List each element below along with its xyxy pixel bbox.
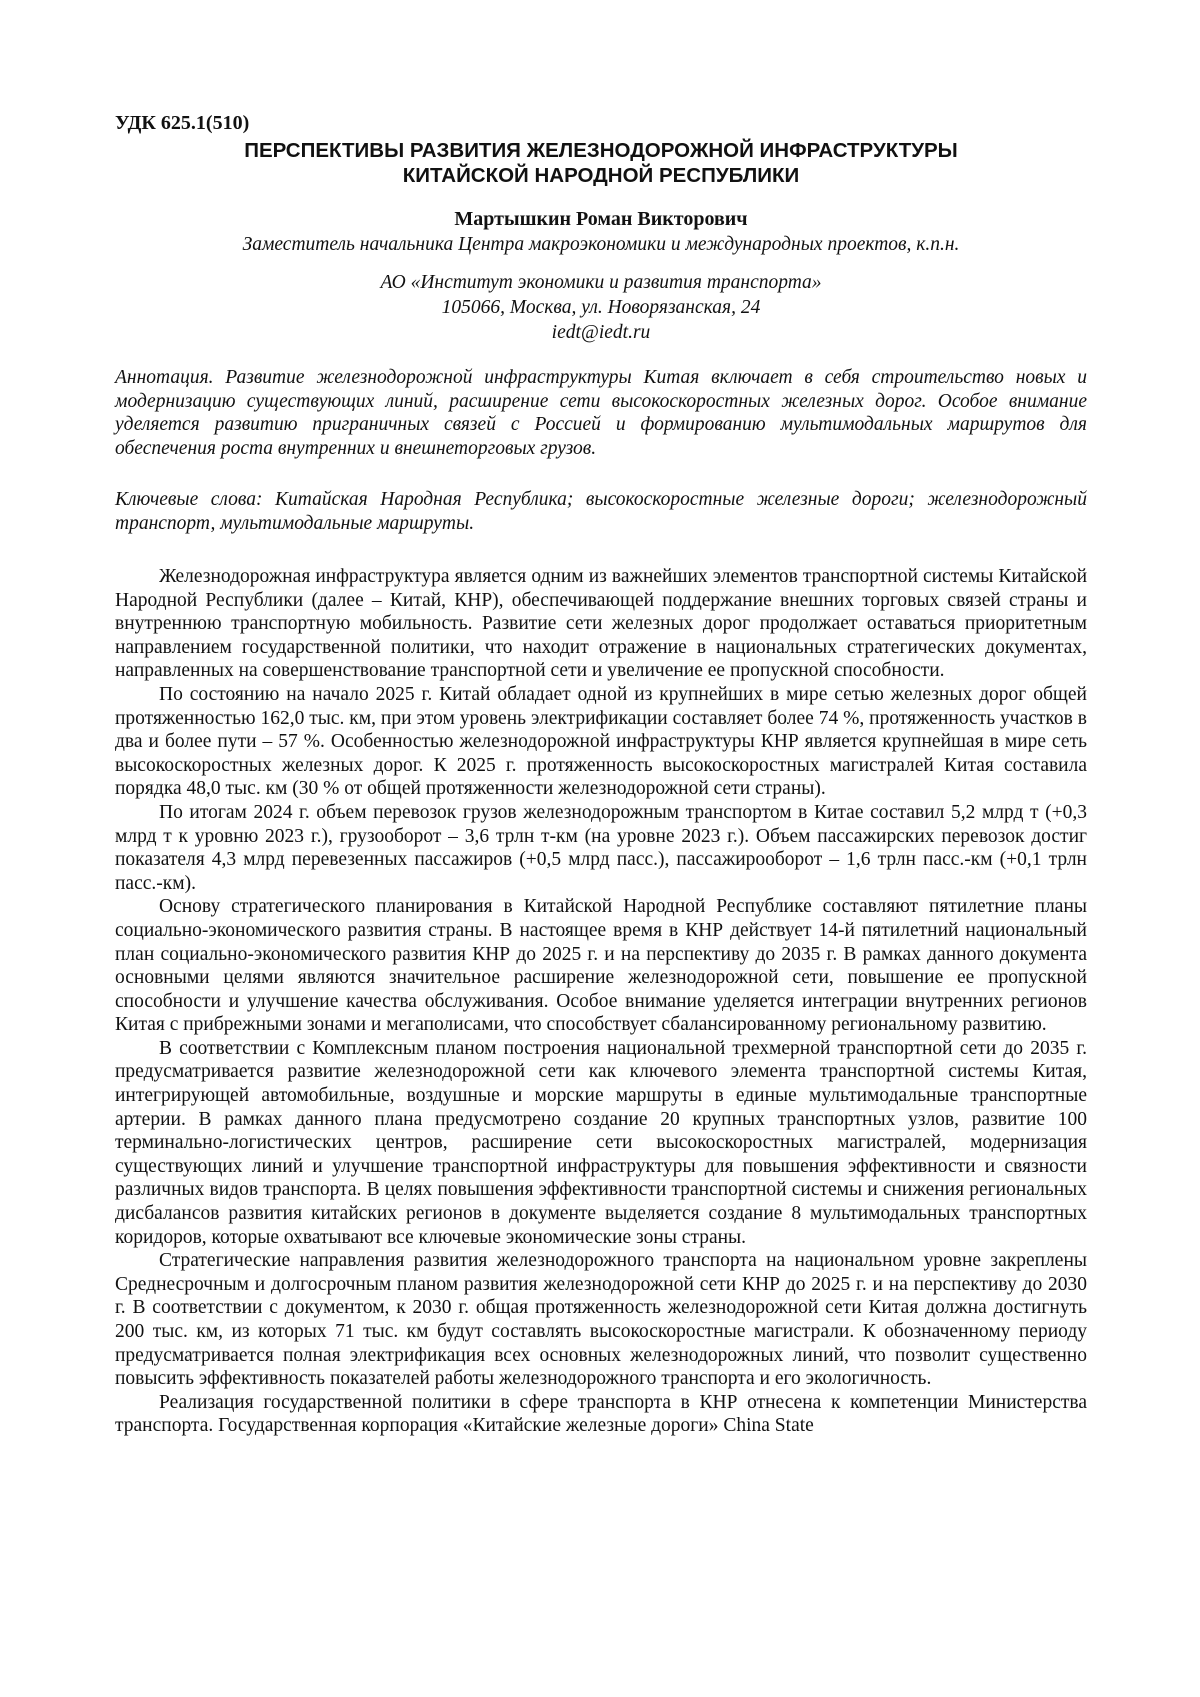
- article-page: [115, 110, 1087, 1438]
- body-paragraph: Реализация государственной политики в сфере транспорта в КНР отнесена к компетенции Министерства транспорта. Государственная корпорация «Китайские железные дороги» China State: [115, 1391, 1087, 1438]
- affiliation-address: 105066, Москва, ул. Новорязанская, 24: [115, 295, 1087, 320]
- article-title-line-2: КИТАЙСКОЙ НАРОДНОЙ РЕСПУБЛИКИ: [115, 163, 1087, 188]
- affiliation-email: iedt@iedt.ru: [115, 320, 1087, 345]
- body-paragraph: В соответствии с Комплексным планом построения национальной трехмерной транспортной сети до 2035 г. предусматривается развитие железнодорожной сети как ключевого элемента транспортной системы Китая, интегрирующей автомобильные, воздушные и морские маршруты в единые мультимодальные транспортные артерии. В рамках данного плана предусмотрено создание 20 крупных транспортных узлов, развитие 100 терминально-логистических центров, расширение сети высокоскоростных магистралей, модернизация существующих линий и улучшение транспортной инфраструктуры для повышения эффективности и связности различных видов транспорта. В целях повышения эффективности транспортной системы и снижения региональных дисбалансов развития китайских регионов в документе выделяется создание 8 мультимодальных транспортных коридоров, которые охватывают все ключевые экономические зоны страны.: [115, 1037, 1087, 1249]
- body-paragraph: По итогам 2024 г. объем перевозок грузов железнодорожным транспортом в Китае составил 5,2 млрд т (+0,3 млрд т к уровню 2023 г.), грузооборот – 3,6 трлн т-км (на уровне 2023 г.). Объем пассажирских перевозок достиг показателя 4,3 млрд перевезенных пассажиров (+0,5 млрд пасс.), пассажирооборот – 1,6 трлн пасс.-км (+0,1 трлн пасс.-км).: [115, 801, 1087, 895]
- body-paragraph: Стратегические направления развития железнодорожного транспорта на национальном уровне закреплены Среднесрочным и долгосрочным планом развития железнодорожной сети КНР до 2025 г. и на перспективу до 2030 г. В соответствии с документом, к 2030 г. общая протяженность железнодорожной сети Китая должна достигнуть 200 тыс. км, из которых 71 тыс. км будут составлять высокоскоростные магистрали. К обозначенному периоду предусматривается полная электрификация всех основных железнодорожных линий, что позволит существенно повысить эффективность показателей работы железнодорожного транспорта и его экологичность.: [115, 1249, 1087, 1391]
- body-paragraph: По состоянию на начало 2025 г. Китай обладает одной из крупнейших в мире сетью железных дорог общей протяженностью 162,0 тыс. км, при этом уровень электрификации составляет более 74 %, протяженность участков в два и более пути – 57 %. Особенностью железнодорожной инфраструктуры КНР является крупнейшая в мире сеть высокоскоростных железных дорог. К 2025 г. протяженность высокоскоростных магистралей Китая составила порядка 48,0 тыс. км (30 % от общей протяженности железнодорожной сети страны).: [115, 683, 1087, 801]
- article-title-line-1: ПЕРСПЕКТИВЫ РАЗВИТИЯ ЖЕЛЕЗНОДОРОЖНОЙ ИНФРАСТРУКТУРЫ: [115, 138, 1087, 163]
- udk-code: УДК 625.1(510): [115, 110, 1087, 136]
- body-paragraph: Основу стратегического планирования в Китайской Народной Республике составляют пятилетние планы социально-экономического развития страны. В настоящее время в КНР действует 14-й пятилетний национальный план социально-экономического развития КНР до 2025 г. и на перспективу до 2035 г. В рамках данного документа основными целями являются значительное расширение железнодорожной сети, повышение ее пропускной способности и улучшение качества обслуживания. Особое внимание уделяется интеграции внутренних регионов Китая с прибрежными зонами и мегаполисами, что способствует сбалансированному региональному развитию.: [115, 895, 1087, 1037]
- abstract: Аннотация. Развитие железнодорожной инфраструктуры Китая включает в себя строительство новых и модернизацию существующих линий, расширение сети высокоскоростных железных дорог. Особое внимание уделяется развитию приграничных связей с Россией и формированию мультимодальных маршрутов для обеспечения роста внутренних и внешнеторговых грузов.: [115, 366, 1087, 460]
- author-name: Мартышкин Роман Викторович: [115, 206, 1087, 232]
- article-title: [115, 138, 1087, 188]
- body-paragraph: Железнодорожная инфраструктура является одним из важнейших элементов транспортной системы Китайской Народной Республики (далее – Китай, КНР), обеспечивающей поддержание внешних торговых связей страны и внутреннюю транспортную мобильность. Развитие сети железных дорог продолжает оставаться приоритетным направлением государственной политики, что находит отражение в национальных стратегических документах, направленных на совершенствование транспортной сети и увеличение ее пропускной способности.: [115, 565, 1087, 683]
- author-position: Заместитель начальника Центра макроэкономики и международных проектов, к.п.н.: [115, 232, 1087, 258]
- affiliation-organization: АО «Институт экономики и развития транспорта»: [115, 270, 1087, 295]
- affiliation: [115, 270, 1087, 345]
- article-body: [115, 565, 1087, 1438]
- keywords: Ключевые слова: Китайская Народная Республика; высокоскоростные железные дороги; железнодорожный транспорт, мультимодальные маршруты.: [115, 488, 1087, 535]
